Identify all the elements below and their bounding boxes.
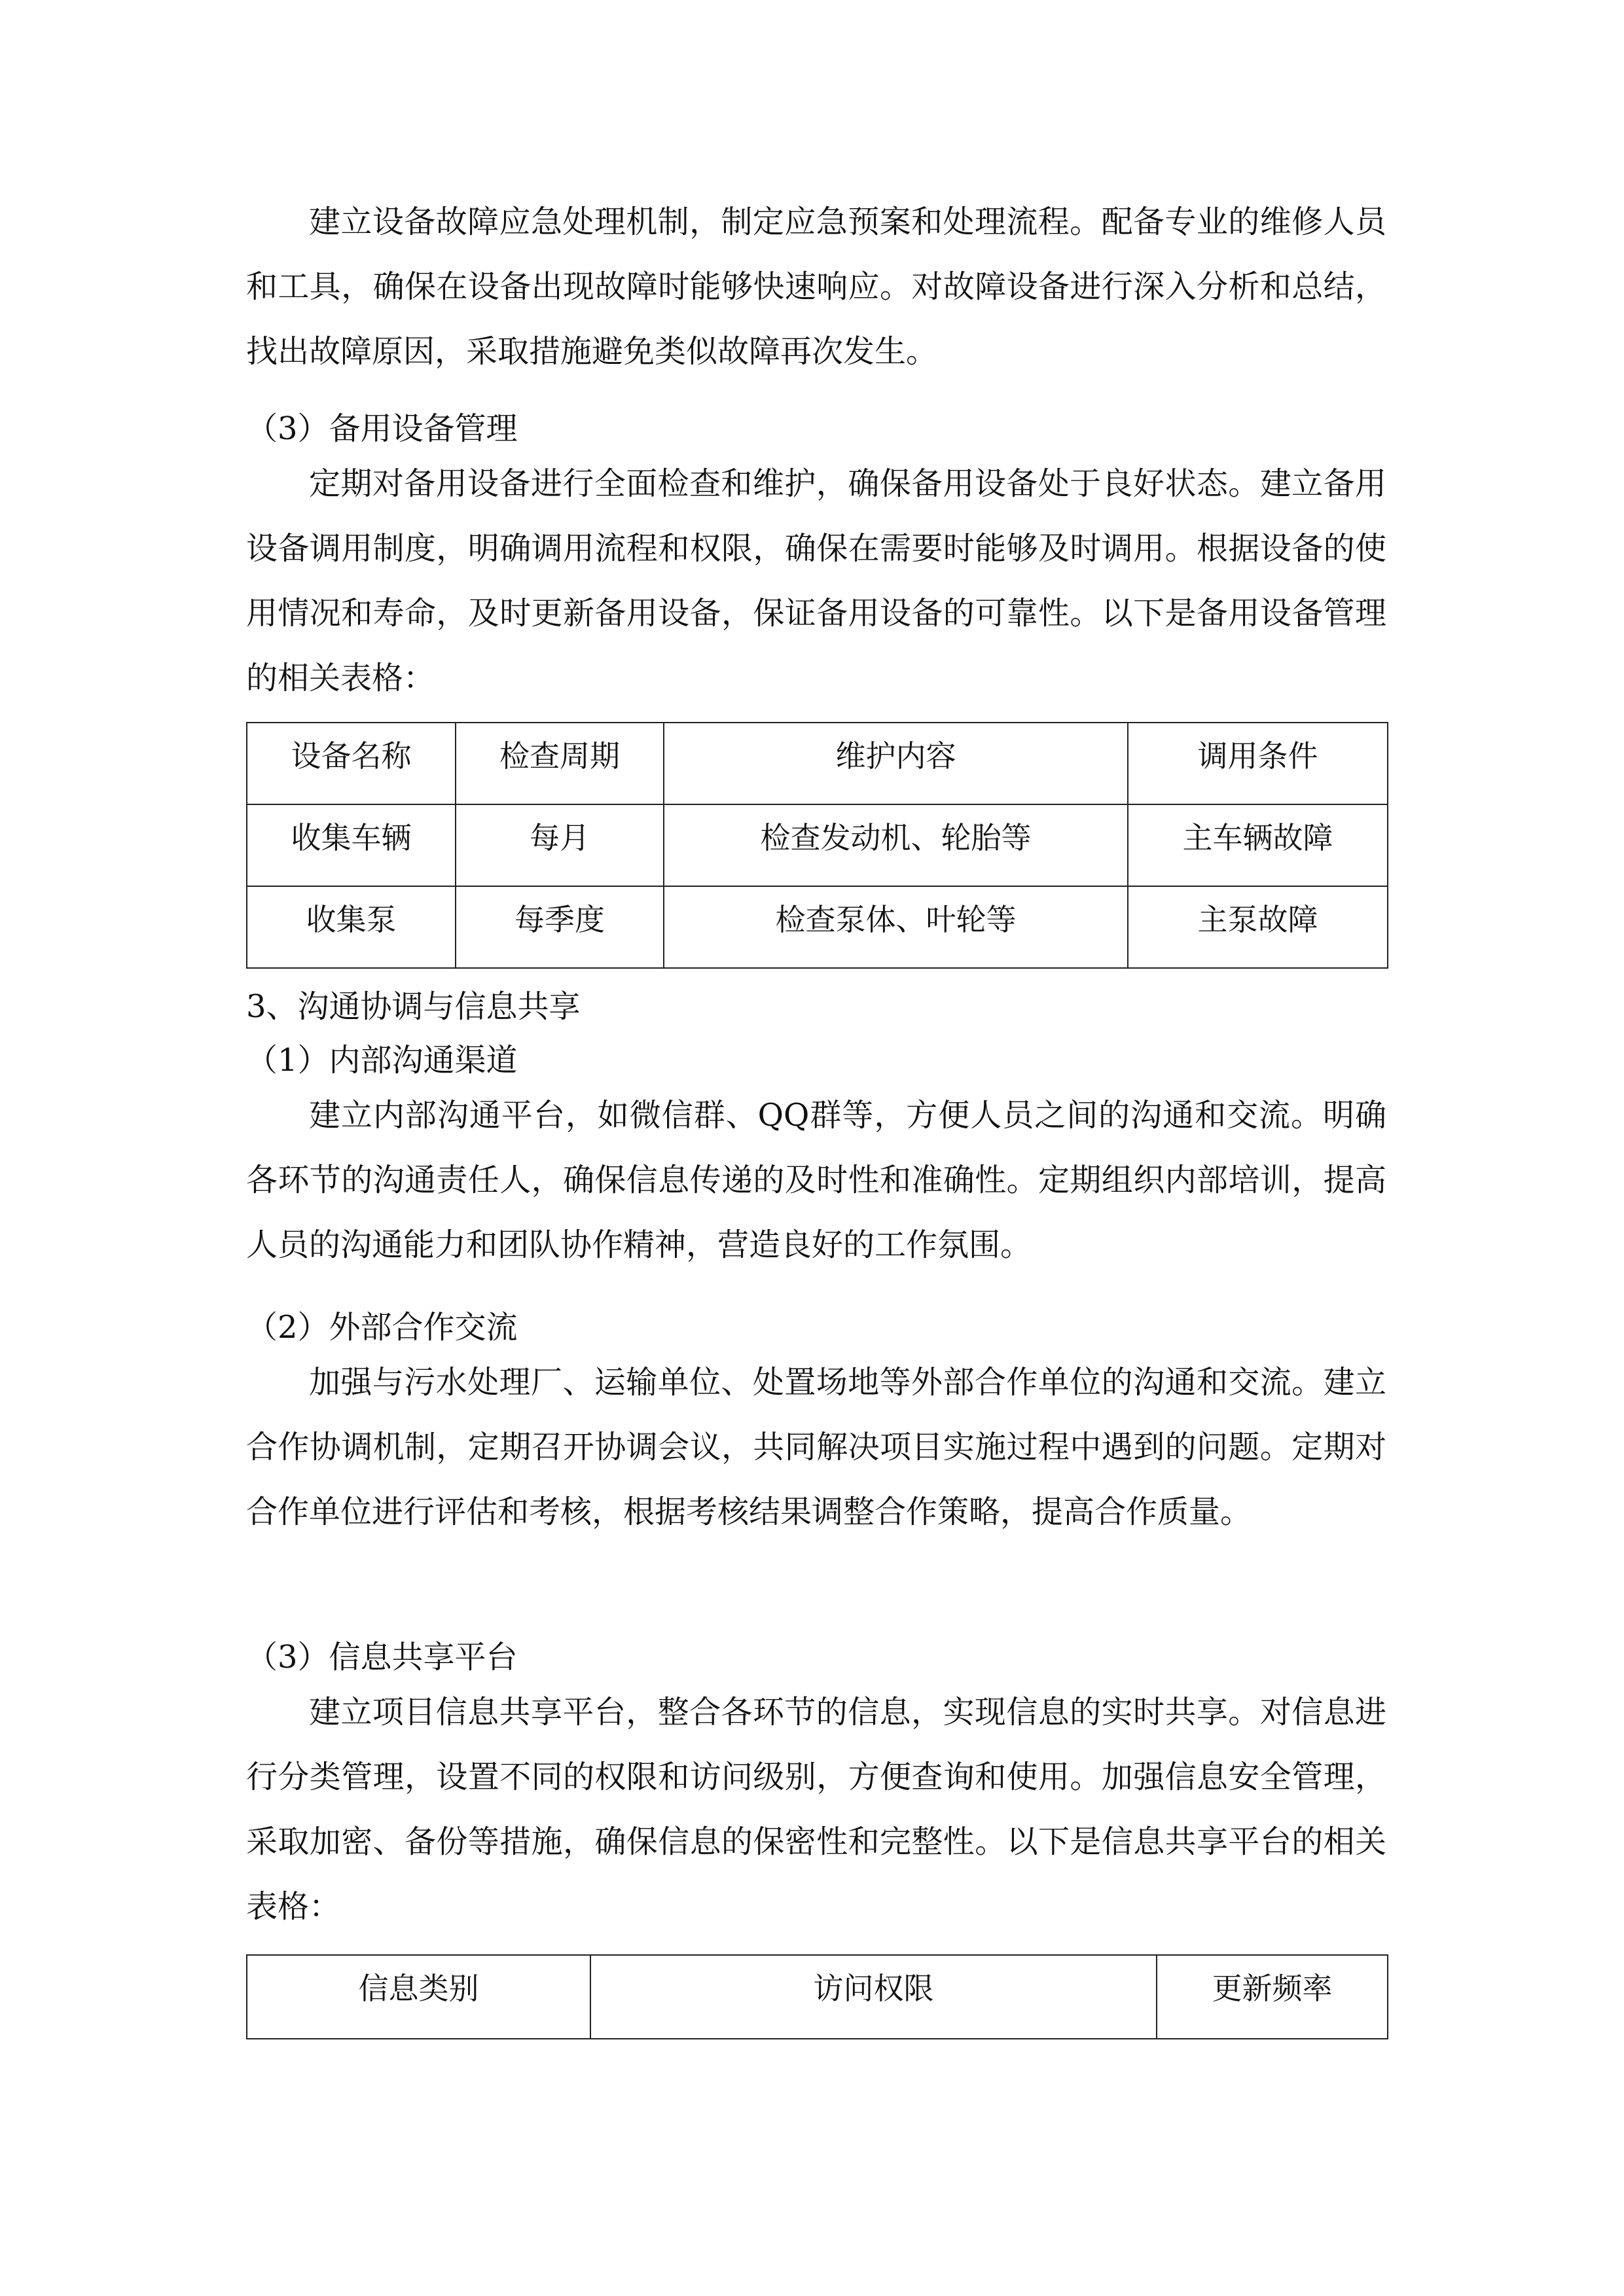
table-cell: 收集泵 <box>247 886 456 968</box>
table-cell: 主泵故障 <box>1128 886 1388 968</box>
heading-internal-channel: （1）内部沟通渠道 <box>246 1042 518 1079</box>
spare-equipment-table <box>246 722 1388 969</box>
table-cell: 每季度 <box>456 886 664 968</box>
table-header-row <box>247 1955 1388 2039</box>
table-header-cell: 信息类别 <box>247 1955 590 2039</box>
table-cell: 主车辆故障 <box>1128 804 1388 886</box>
table-header-cell: 访问权限 <box>590 1955 1157 2039</box>
paragraph-spare-equipment: 定期对备用设备进行全面检查和维护，确保备用设备处于良好状态。建立备用设备调用制度，明确调用流程和权限，确保在需要时能够及时调用。根据设备的使用情况和寿命，及时更新备用设备，保证备用设备的可靠性。以下是备用设备管理的相关表格： <box>246 465 1386 696</box>
table-row <box>247 886 1388 968</box>
info-sharing-table <box>246 1954 1388 2039</box>
table-cell: 检查泵体、叶轮等 <box>664 886 1128 968</box>
table-header-cell: 更新频率 <box>1157 1955 1388 2039</box>
paragraph-external-cooperation: 加强与污水处理厂、运输单位、处置场地等外部合作单位的沟通和交流。建立合作协调机制，定期召开协调会议，共同解决项目实施过程中遇到的问题。定期对合作单位进行评估和考核，根据考核结果调整合作策略，提高合作质量。 <box>246 1364 1386 1530</box>
table-cell: 检查发动机、轮胎等 <box>664 804 1128 886</box>
heading-external-cooperation: （2）外部合作交流 <box>246 1309 518 1346</box>
table-header-cell: 维护内容 <box>664 723 1128 804</box>
paragraph-emergency-handling: 建立设备故障应急处理机制，制定应急预案和处理流程。配备专业的维修人员和工具，确保在设备出现故障时能够快速响应。对故障设备进行深入分析和总结，找出故障原因，采取措施避免类似故障再次发生。 <box>246 204 1386 370</box>
table-cell: 每月 <box>456 804 664 886</box>
section-communication: 3、沟通协调与信息共享 <box>246 988 581 1025</box>
paragraph-info-sharing: 建立项目信息共享平台，整合各环节的信息，实现信息的实时共享。对信息进行分类管理，设置不同的权限和访问级别，方便查询和使用。加强信息安全管理，采取加密、备份等措施，确保信息的保密性和完整性。以下是信息共享平台的相关表格： <box>246 1694 1386 1925</box>
table-header-row <box>247 723 1388 804</box>
heading-info-sharing: （3）信息共享平台 <box>246 1639 518 1676</box>
heading-spare-equipment: （3）备用设备管理 <box>246 410 518 447</box>
table-header-cell: 设备名称 <box>247 723 456 804</box>
table-header-cell: 调用条件 <box>1128 723 1388 804</box>
paragraph-internal-channel: 建立内部沟通平台，如微信群、QQ群等，方便人员之间的沟通和交流。明确各环节的沟通责任人，确保信息传递的及时性和准确性。定期组织内部培训，提高人员的沟通能力和团队协作精神，营造良好的工作氛围。 <box>246 1097 1386 1263</box>
table-cell: 收集车辆 <box>247 804 456 886</box>
table-row <box>247 804 1388 886</box>
table-header-cell: 检查周期 <box>456 723 664 804</box>
